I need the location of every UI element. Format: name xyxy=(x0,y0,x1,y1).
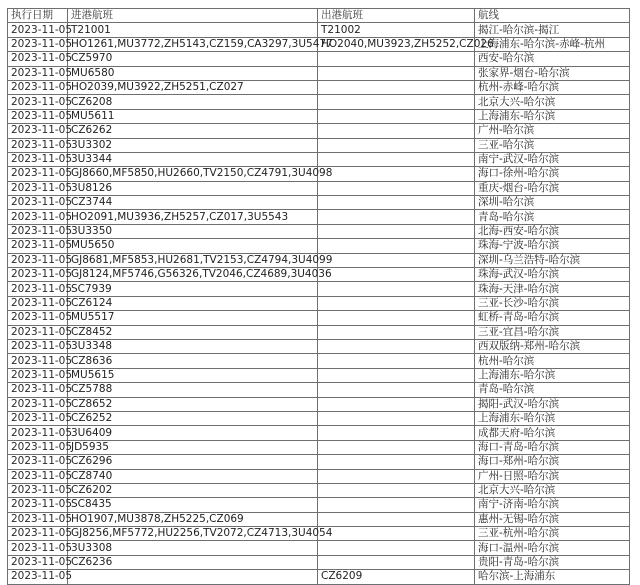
cell-inbound-flights: CZ8740 xyxy=(68,469,318,483)
cell-route: 张家界-烟台-哈尔滨 xyxy=(475,66,630,80)
cell-inbound-flights: CZ6296 xyxy=(68,455,318,469)
cell-route: 上海浦东-哈尔滨-赤峰-杭州 xyxy=(475,37,630,51)
table-row xyxy=(8,80,630,94)
table-row xyxy=(8,224,630,238)
cell-date: 2023-11-05 xyxy=(8,181,68,195)
cell-outbound-flights xyxy=(318,325,475,339)
cell-route: 哈尔滨-上海浦东 xyxy=(475,570,630,584)
cell-route: 青岛-哈尔滨 xyxy=(475,210,630,224)
cell-route: 杭州-哈尔滨 xyxy=(475,354,630,368)
cell-inbound-flights: CZ6208 xyxy=(68,95,318,109)
flight-schedule-table xyxy=(7,8,630,585)
cell-route: 北京大兴-哈尔滨 xyxy=(475,95,630,109)
flight-schedule-sheet xyxy=(7,8,629,585)
cell-route: 上海浦东-哈尔滨 xyxy=(475,109,630,123)
cell-inbound-flights: CZ8652 xyxy=(68,397,318,411)
cell-outbound-flights xyxy=(318,167,475,181)
cell-route: 海口-青岛-哈尔滨 xyxy=(475,440,630,454)
cell-date: 2023-11-05 xyxy=(8,455,68,469)
cell-inbound-flights: T21001 xyxy=(68,23,318,37)
table-row xyxy=(8,498,630,512)
cell-date: 2023-11-05 xyxy=(8,555,68,569)
header-inbound-flights: 进港航班 xyxy=(68,9,318,23)
cell-outbound-flights xyxy=(318,527,475,541)
cell-inbound-flights: HO2039,MU3922,ZH5251,CZ027 xyxy=(68,80,318,94)
cell-inbound-flights: 3U3348 xyxy=(68,339,318,353)
cell-outbound-flights xyxy=(318,196,475,210)
cell-outbound-flights xyxy=(318,66,475,80)
cell-route: 南宁-济南-哈尔滨 xyxy=(475,498,630,512)
table-row xyxy=(8,66,630,80)
cell-inbound-flights: GJ8660,MF5850,HU2660,TV2150,CZ4791,3U4098 xyxy=(68,167,318,181)
cell-date: 2023-11-05 xyxy=(8,512,68,526)
cell-inbound-flights: GJ8681,MF5853,HU2681,TV2153,CZ4794,3U4099 xyxy=(68,253,318,267)
cell-outbound-flights xyxy=(318,541,475,555)
table-row xyxy=(8,282,630,296)
cell-inbound-flights: MU5650 xyxy=(68,239,318,253)
cell-date: 2023-11-05 xyxy=(8,95,68,109)
cell-route: 海口-温州-哈尔滨 xyxy=(475,541,630,555)
cell-date: 2023-11-05 xyxy=(8,311,68,325)
cell-route: 西双版纳-郑州-哈尔滨 xyxy=(475,339,630,353)
cell-route: 西安-哈尔滨 xyxy=(475,52,630,66)
header-row xyxy=(8,9,630,23)
cell-inbound-flights: CZ6202 xyxy=(68,483,318,497)
cell-date: 2023-11-05 xyxy=(8,224,68,238)
cell-outbound-flights xyxy=(318,52,475,66)
cell-route: 上海浦东-哈尔滨 xyxy=(475,411,630,425)
cell-route: 珠海-武汉-哈尔滨 xyxy=(475,268,630,282)
table-row xyxy=(8,426,630,440)
cell-inbound-flights: GJ8256,MF5772,HU2256,TV2072,CZ4713,3U4054 xyxy=(68,527,318,541)
table-row xyxy=(8,397,630,411)
table-row xyxy=(8,109,630,123)
cell-date: 2023-11-05 xyxy=(8,210,68,224)
cell-outbound-flights xyxy=(318,95,475,109)
cell-inbound-flights: HO1261,MU3772,ZH5143,CZ159,CA3297,3U5477 xyxy=(68,37,318,51)
cell-date: 2023-11-05 xyxy=(8,354,68,368)
cell-inbound-flights: 3U3350 xyxy=(68,224,318,238)
cell-date: 2023-11-05 xyxy=(8,196,68,210)
table-row xyxy=(8,354,630,368)
table-row xyxy=(8,210,630,224)
cell-outbound-flights xyxy=(318,383,475,397)
cell-inbound-flights: 3U3302 xyxy=(68,138,318,152)
cell-date: 2023-11-05 xyxy=(8,52,68,66)
cell-inbound-flights: JD5935 xyxy=(68,440,318,454)
table-row xyxy=(8,483,630,497)
cell-outbound-flights xyxy=(318,440,475,454)
header-route: 航线 xyxy=(475,9,630,23)
cell-inbound-flights: 3U3308 xyxy=(68,541,318,555)
cell-date: 2023-11-05 xyxy=(8,109,68,123)
cell-outbound-flights xyxy=(318,354,475,368)
table-row xyxy=(8,124,630,138)
cell-route: 杭州-赤峰-哈尔滨 xyxy=(475,80,630,94)
cell-outbound-flights xyxy=(318,268,475,282)
cell-date: 2023-11-05 xyxy=(8,397,68,411)
cell-outbound-flights xyxy=(318,411,475,425)
cell-route: 惠州-无锡-哈尔滨 xyxy=(475,512,630,526)
table-row xyxy=(8,239,630,253)
cell-route: 北京大兴-哈尔滨 xyxy=(475,483,630,497)
cell-date: 2023-11-05 xyxy=(8,498,68,512)
table-row xyxy=(8,95,630,109)
cell-route: 虹桥-青岛-哈尔滨 xyxy=(475,311,630,325)
cell-route: 三亚-长沙-哈尔滨 xyxy=(475,296,630,310)
cell-outbound-flights xyxy=(318,555,475,569)
cell-inbound-flights: 3U8126 xyxy=(68,181,318,195)
cell-outbound-flights xyxy=(318,339,475,353)
cell-date: 2023-11-05 xyxy=(8,152,68,166)
cell-date: 2023-11-05 xyxy=(8,411,68,425)
cell-route: 贵阳-青岛-哈尔滨 xyxy=(475,555,630,569)
cell-inbound-flights: CZ8452 xyxy=(68,325,318,339)
cell-outbound-flights xyxy=(318,239,475,253)
cell-outbound-flights xyxy=(318,224,475,238)
cell-inbound-flights: 3U6409 xyxy=(68,426,318,440)
table-row xyxy=(8,411,630,425)
table-row xyxy=(8,527,630,541)
header-date: 执行日期 xyxy=(8,9,68,23)
cell-date: 2023-11-05 xyxy=(8,368,68,382)
table-row xyxy=(8,138,630,152)
cell-outbound-flights xyxy=(318,80,475,94)
table-row xyxy=(8,196,630,210)
cell-inbound-flights: MU6580 xyxy=(68,66,318,80)
cell-outbound-flights xyxy=(318,124,475,138)
cell-inbound-flights: CZ6252 xyxy=(68,411,318,425)
header-outbound-flights: 出港航班 xyxy=(318,9,475,23)
cell-date: 2023-11-05 xyxy=(8,124,68,138)
cell-date: 2023-11-05 xyxy=(8,80,68,94)
cell-route: 珠海-宁波-哈尔滨 xyxy=(475,239,630,253)
cell-route: 三亚-哈尔滨 xyxy=(475,138,630,152)
table-row xyxy=(8,512,630,526)
table-row xyxy=(8,37,630,51)
cell-route: 成都天府-哈尔滨 xyxy=(475,426,630,440)
cell-date: 2023-11-05 xyxy=(8,469,68,483)
cell-inbound-flights: MU5611 xyxy=(68,109,318,123)
cell-route: 海口-郑州-哈尔滨 xyxy=(475,455,630,469)
cell-inbound-flights: CZ8636 xyxy=(68,354,318,368)
cell-route: 北海-西安-哈尔滨 xyxy=(475,224,630,238)
cell-inbound-flights: GJ8124,MF5746,G56326,TV2046,CZ4689,3U4036 xyxy=(68,268,318,282)
cell-date: 2023-11-05 xyxy=(8,339,68,353)
table-body xyxy=(8,23,630,584)
cell-date: 2023-11-05 xyxy=(8,23,68,37)
table-row xyxy=(8,469,630,483)
cell-date: 2023-11-05 xyxy=(8,570,68,584)
cell-date: 2023-11-05 xyxy=(8,296,68,310)
cell-outbound-flights xyxy=(318,181,475,195)
cell-date: 2023-11-05 xyxy=(8,527,68,541)
cell-outbound-flights xyxy=(318,483,475,497)
cell-inbound-flights: CZ6236 xyxy=(68,555,318,569)
cell-date: 2023-11-05 xyxy=(8,383,68,397)
cell-outbound-flights xyxy=(318,469,475,483)
table-row xyxy=(8,325,630,339)
cell-route: 深圳-乌兰浩特-哈尔滨 xyxy=(475,253,630,267)
cell-outbound-flights xyxy=(318,138,475,152)
cell-inbound-flights: SC7939 xyxy=(68,282,318,296)
cell-date: 2023-11-05 xyxy=(8,282,68,296)
table-row xyxy=(8,253,630,267)
cell-route: 广州-日照-哈尔滨 xyxy=(475,469,630,483)
table-row xyxy=(8,570,630,584)
cell-route: 三亚-杭州-哈尔滨 xyxy=(475,527,630,541)
cell-date: 2023-11-05 xyxy=(8,268,68,282)
table-row xyxy=(8,440,630,454)
table-row xyxy=(8,368,630,382)
cell-outbound-flights xyxy=(318,512,475,526)
cell-inbound-flights: CZ6262 xyxy=(68,124,318,138)
cell-outbound-flights xyxy=(318,152,475,166)
cell-outbound-flights xyxy=(318,498,475,512)
table-row xyxy=(8,555,630,569)
cell-route: 广州-哈尔滨 xyxy=(475,124,630,138)
cell-outbound-flights: CZ6209 xyxy=(318,570,475,584)
cell-route: 上海浦东-哈尔滨 xyxy=(475,368,630,382)
cell-inbound-flights: SC8435 xyxy=(68,498,318,512)
cell-inbound-flights xyxy=(68,570,318,584)
cell-date: 2023-11-05 xyxy=(8,66,68,80)
cell-route: 南宁-武汉-哈尔滨 xyxy=(475,152,630,166)
cell-date: 2023-11-05 xyxy=(8,138,68,152)
cell-inbound-flights: 3U3344 xyxy=(68,152,318,166)
cell-inbound-flights: HO1907,MU3878,ZH5225,CZ069 xyxy=(68,512,318,526)
table-row xyxy=(8,339,630,353)
table-row xyxy=(8,541,630,555)
table-row xyxy=(8,311,630,325)
table-row xyxy=(8,455,630,469)
table-row xyxy=(8,181,630,195)
cell-route: 揭阳-武汉-哈尔滨 xyxy=(475,397,630,411)
cell-outbound-flights xyxy=(318,397,475,411)
cell-outbound-flights xyxy=(318,296,475,310)
cell-outbound-flights xyxy=(318,253,475,267)
table-row xyxy=(8,23,630,37)
cell-outbound-flights xyxy=(318,426,475,440)
cell-date: 2023-11-05 xyxy=(8,483,68,497)
cell-route: 珠海-天津-哈尔滨 xyxy=(475,282,630,296)
table-row xyxy=(8,52,630,66)
cell-date: 2023-11-05 xyxy=(8,426,68,440)
table-row xyxy=(8,152,630,166)
table-row xyxy=(8,167,630,181)
cell-route: 青岛-哈尔滨 xyxy=(475,383,630,397)
cell-date: 2023-11-05 xyxy=(8,167,68,181)
cell-date: 2023-11-05 xyxy=(8,440,68,454)
cell-inbound-flights: MU5615 xyxy=(68,368,318,382)
cell-inbound-flights: CZ6124 xyxy=(68,296,318,310)
cell-outbound-flights xyxy=(318,109,475,123)
cell-date: 2023-11-05 xyxy=(8,325,68,339)
cell-route: 三亚-宜昌-哈尔滨 xyxy=(475,325,630,339)
cell-route: 揭江-哈尔滨-揭江 xyxy=(475,23,630,37)
table-row xyxy=(8,296,630,310)
cell-inbound-flights: CZ5970 xyxy=(68,52,318,66)
cell-outbound-flights xyxy=(318,210,475,224)
cell-inbound-flights: CZ5788 xyxy=(68,383,318,397)
cell-outbound-flights xyxy=(318,311,475,325)
cell-route: 深圳-哈尔滨 xyxy=(475,196,630,210)
cell-outbound-flights xyxy=(318,368,475,382)
cell-inbound-flights: HO2091,MU3936,ZH5257,CZ017,3U5543 xyxy=(68,210,318,224)
cell-outbound-flights: HO2040,MU3923,ZH5252,CZ026 xyxy=(318,37,475,51)
cell-route: 海口-徐州-哈尔滨 xyxy=(475,167,630,181)
cell-inbound-flights: MU5517 xyxy=(68,311,318,325)
cell-date: 2023-11-05 xyxy=(8,253,68,267)
table-row xyxy=(8,383,630,397)
table-row xyxy=(8,268,630,282)
cell-route: 重庆-烟台-哈尔滨 xyxy=(475,181,630,195)
cell-inbound-flights: CZ3744 xyxy=(68,196,318,210)
cell-outbound-flights: T21002 xyxy=(318,23,475,37)
cell-date: 2023-11-05 xyxy=(8,541,68,555)
cell-date: 2023-11-05 xyxy=(8,239,68,253)
cell-date: 2023-11-05 xyxy=(8,37,68,51)
cell-outbound-flights xyxy=(318,455,475,469)
cell-outbound-flights xyxy=(318,282,475,296)
